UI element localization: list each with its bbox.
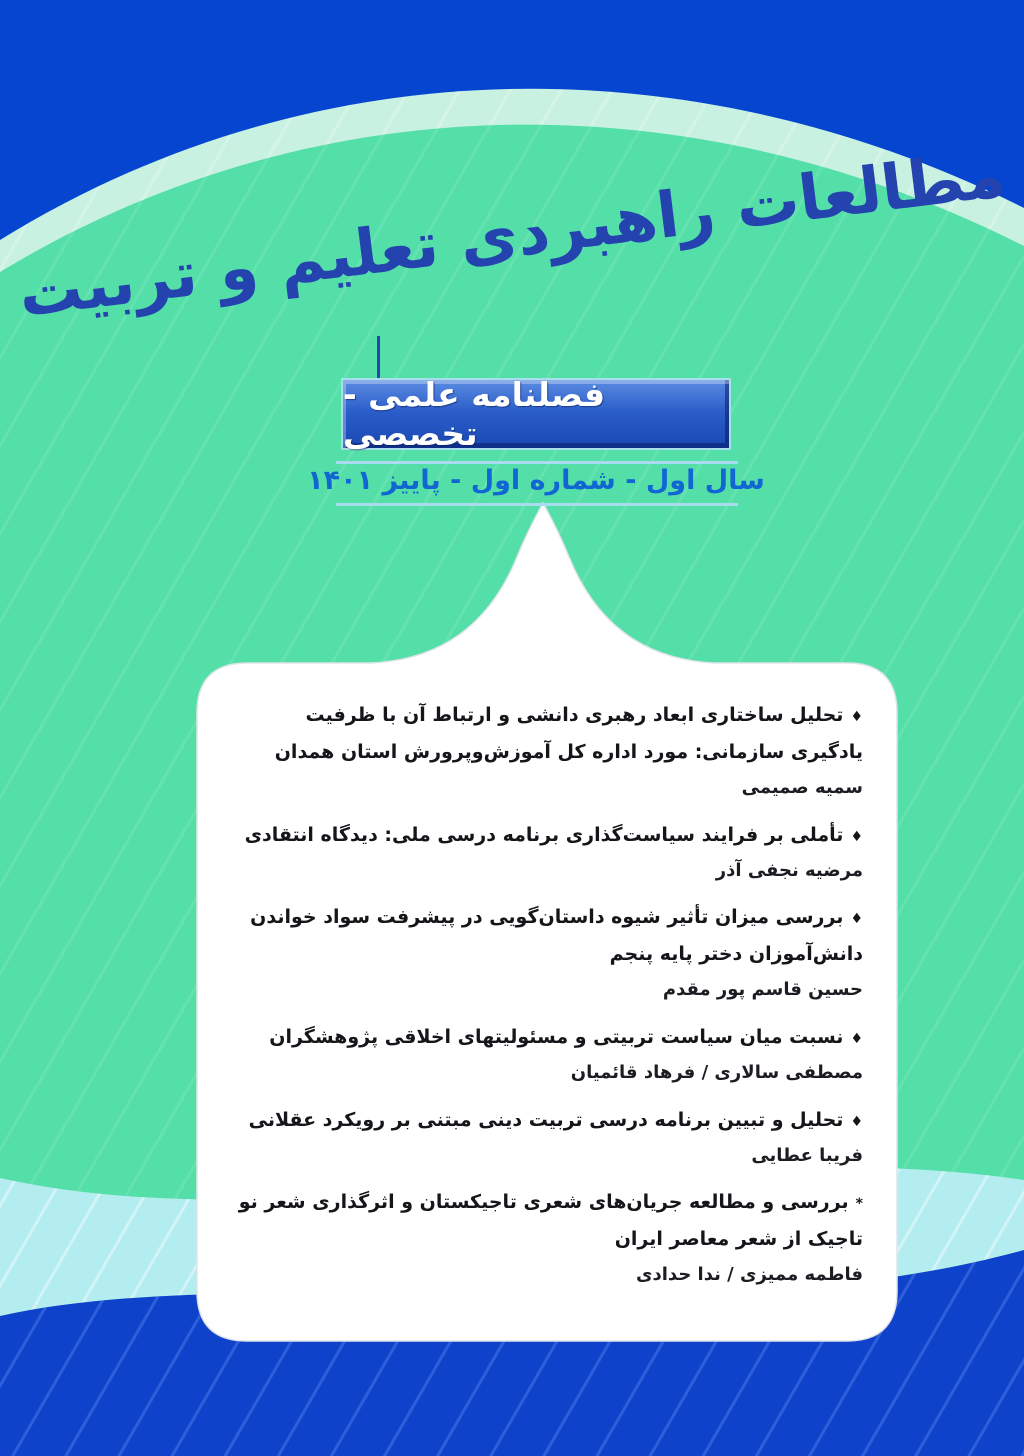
article-title-text: تأملی بر فرایند سیاست‌گذاری برنامه درسی ملی: دیدگاه انتقادی — [244, 823, 844, 846]
article-title — [231, 1102, 863, 1139]
divider-line-bottom — [336, 503, 738, 506]
article-bullet-icon: ♦ — [850, 1113, 863, 1130]
article-title — [231, 817, 863, 854]
article-title — [231, 1019, 863, 1056]
article-authors: سمیه صمیمی — [741, 777, 863, 799]
article-title — [231, 1184, 863, 1258]
article-bullet-icon: ♦ — [850, 1031, 863, 1048]
articles-list — [197, 663, 897, 1341]
masthead-title: مطالعات راهبردی تعلیم و تربیت — [14, 137, 1009, 332]
article-item — [231, 1102, 863, 1172]
article-authors: مرضیه نجفی آذر — [715, 859, 863, 881]
subtitle-text: فصلنامه علمی - تخصصی — [343, 375, 606, 453]
article-title-text: بررسی و مطالعه جریان‌های شعری تاجیکستان و اثرگذاری شعر نو تاجیک از شعر معاصر ایران — [238, 1191, 863, 1251]
article-item — [231, 1019, 863, 1089]
article-title-text: بررسی میزان تأثیر شیوه داستان‌گویی در پیشرفت سواد خواندن دانش‌آموزان دختر پایه پنجم — [250, 906, 863, 966]
article-title — [231, 697, 863, 771]
article-title — [231, 899, 863, 973]
article-bullet-icon: * — [855, 1196, 863, 1213]
article-title-text: تحلیل و تبیین برنامه درسی تربیت دینی مبتنی بر رویکرد عقلانی — [248, 1108, 844, 1131]
article-item — [231, 899, 863, 1006]
article-title-text: تحلیل ساختاری ابعاد رهبری دانشی و ارتباط آن با ظرفیت یادگیری سازمانی: مورد اداره کل آموزش‌وپرورش استان همدان — [274, 704, 863, 764]
article-authors: مصطفی سالاری / فرهاد قائمیان — [570, 1062, 863, 1084]
article-authors: حسین قاسم پور مقدم — [662, 979, 863, 1001]
article-authors: فاطمه ممیزی / ندا حدادی — [636, 1264, 863, 1286]
article-item — [231, 697, 863, 804]
divider-line-top — [336, 461, 738, 464]
article-authors: فریبا عطایی — [751, 1144, 863, 1166]
article-bullet-icon: ♦ — [850, 911, 863, 928]
subtitle-box — [341, 375, 731, 453]
article-item — [231, 817, 863, 887]
article-title-text: نسبت میان سیاست تربیتی و مسئولیتهای اخلاقی پژوهشگران — [269, 1026, 844, 1049]
issue-info: سال اول - شماره اول - پاییز ۱۴۰۱ — [307, 465, 765, 496]
article-bullet-icon: ♦ — [850, 828, 863, 845]
article-item — [231, 1184, 863, 1291]
article-bullet-icon: ♦ — [850, 709, 863, 725]
